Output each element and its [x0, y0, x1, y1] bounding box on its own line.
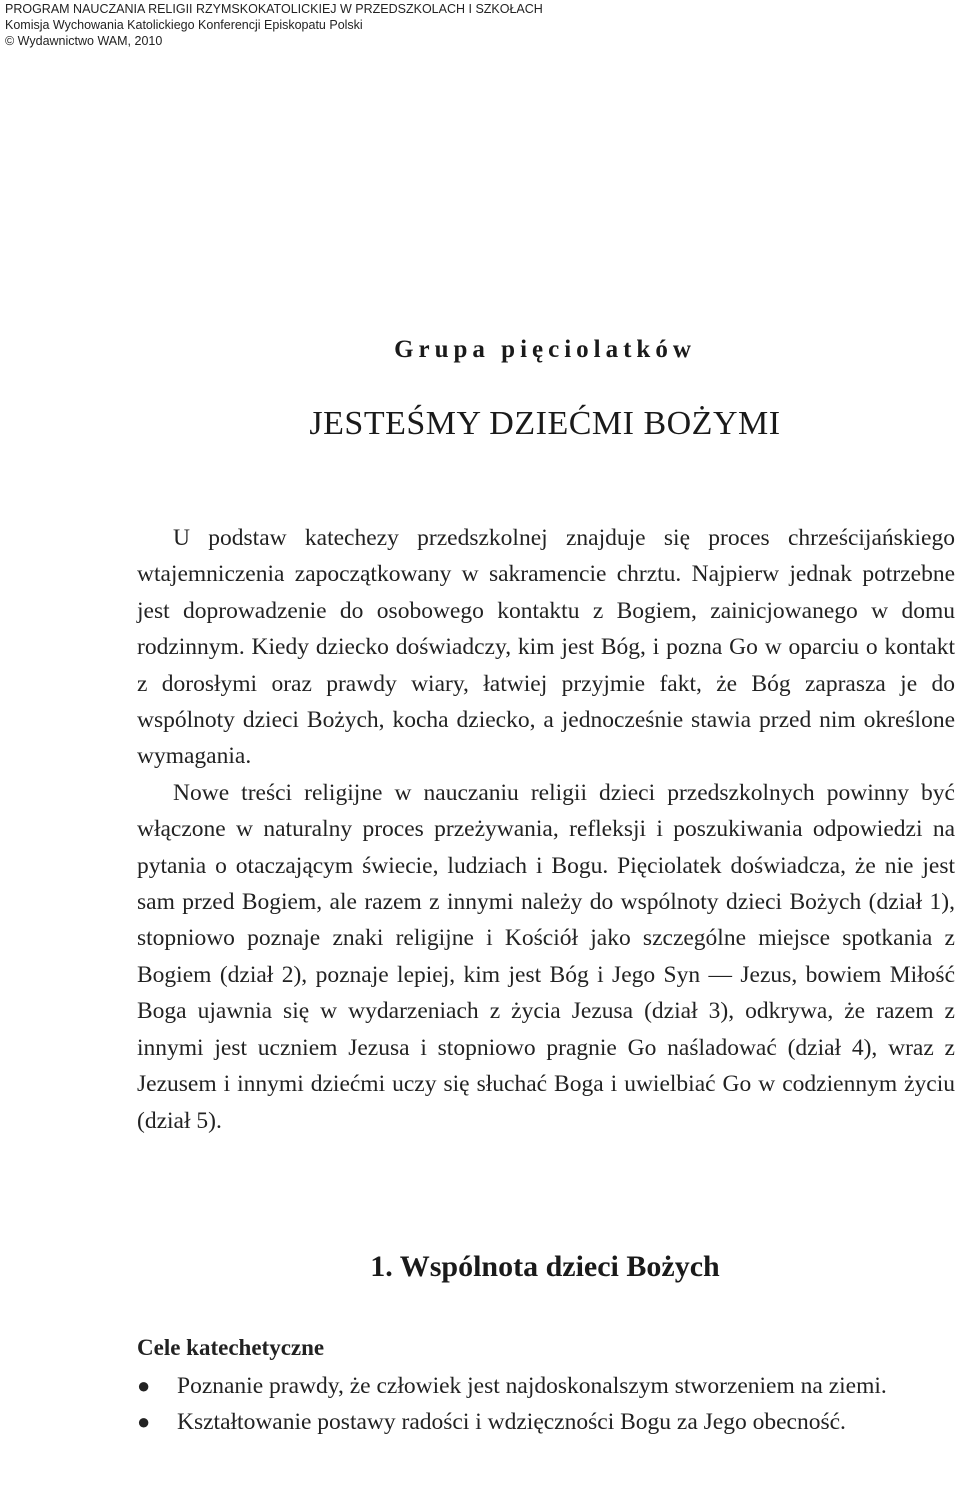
intro-text	[137, 520, 955, 1139]
catechetical-goals	[137, 1330, 955, 1440]
goal-item	[137, 1368, 955, 1404]
document-header	[5, 1, 543, 49]
bullet-icon: ●	[137, 1373, 151, 1398]
header-copyright-line: © Wydawnictwo WAM, 2010	[5, 34, 163, 48]
bullet-icon: ●	[137, 1409, 151, 1434]
goals-list	[137, 1368, 955, 1440]
header-program-line: PROGRAM NAUCZANIA RELIGII RZYMSKOKATOLICKIEJ W PRZEDSZKOLACH I SZKOŁACH	[5, 2, 543, 16]
age-group-label: Grupa pięciolatków	[394, 336, 696, 363]
intro-paragraph-2: Nowe treści religijne w nauczaniu religii dzieci przedszkolnych powinny być włączone w naturalny proces przeżywania, refleksji i poszukiwania odpowiedzi na pytania o otaczającym świecie, ludziach i Bogu. Pięciolatek doświadcza, że nie jest sam przed Bogiem, ale razem z innymi należy do wspólnoty dzieci Bożych (dział 1), stopniowo poznaje znaki religijne i Kościół jako szczególne miejsce spotkania z Bogiem (dział 2), poznaje lepiej, kim jest Bóg i Jego Syn — Jezus, bowiem Miłość Boga ujawnia się w wydarzeniach z życia Jezusa (dział 3), odkrywa, że razem z innymi jest uczniem Jezusa i stopniowo pragnie Go naśladować (dział 4), wraz z Jezusem i innymi dziećmi uczy się słuchać Boga i uwielbiać Go w codziennym życiu (dział 5).	[137, 779, 955, 1134]
unit-title: 1. Wspólnota dzieci Bożych	[370, 1250, 720, 1283]
intro-paragraph-1: U podstaw katechezy przedszkolnej znajduje się proces chrześcijańskiego wtajemniczenia zapoczątkowany w sakramencie chrztu. Najpierw jednak potrzebne jest doprowadzenie do osobowego kontaktu z Bogiem, zainicjowanego w domu rodzinnym. Kiedy dziecko doświadczy, kim jest Bóg, i pozna Go w oparciu o kontakt z dorosłymi oraz prawdy wiary, łatwiej przyjmie fakt, że Bóg zaprasza je do wspólnoty dzieci Bożych, kocha dziecko, a jednocześnie stawia przed nim określone wymagania.	[137, 525, 955, 770]
goal-item-text: Kształtowanie postawy radości i wdzięczności Bogu za Jego obecność.	[177, 1409, 846, 1435]
goals-heading: Cele katechetyczne	[137, 1335, 325, 1360]
header-commission-line: Komisja Wychowania Katolickiego Konferencji Episkopatu Polski	[5, 18, 363, 32]
goal-item	[137, 1404, 955, 1440]
goal-item-text: Poznanie prawdy, że człowiek jest najdoskonalszym stworzeniem na ziemi.	[177, 1373, 887, 1399]
page-title: JESTEŚMY DZIEĆMI BOŻYMI	[309, 405, 781, 442]
